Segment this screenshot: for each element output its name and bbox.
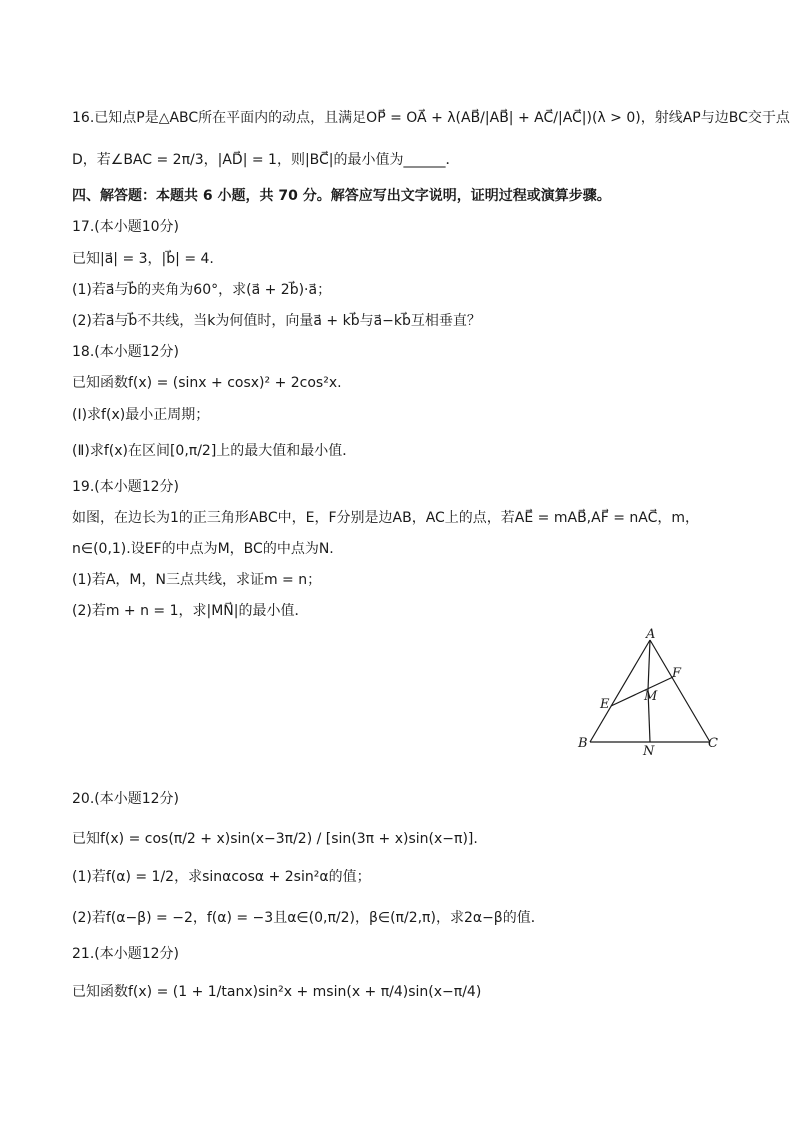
line-q16-a: 16.已知点P是△ABC所在平面内的动点，且满足OP⃗ = OA⃗ + λ(AB⃗/|AB⃗| + AC⃗/|AC⃗|)(λ > 0)，射线AP与边BC交于点: [72, 110, 790, 126]
label-m: M: [644, 689, 658, 704]
triangle-figure: [568, 622, 728, 760]
q21-heading: 21.(本小题12分): [72, 946, 180, 962]
q17-heading: 17.(本小题10分): [72, 219, 180, 235]
q18-part1: (Ⅰ)求f(x)最小正周期；: [72, 407, 210, 423]
line-q16-b: D，若∠BAC = 2π/3，|AD⃗| = 1，则|BC⃗|的最小值为______．: [72, 152, 460, 168]
edge-ac: [650, 640, 710, 742]
q19-heading: 19.(本小题12分): [72, 479, 180, 495]
q18-part2: (Ⅱ)求f(x)在区间[0,π/2]上的最大值和最小值．: [72, 443, 357, 459]
q20-given: 已知f(x) = cos(π/2 + x)sin(x−3π/2) / [sin(3π + x)sin(x−π)].: [72, 831, 478, 847]
q17-part2: (2)若a⃗与b⃗不共线，当k为何值时，向量a⃗ + kb⃗与a⃗−kb⃗互相垂直？: [72, 313, 481, 329]
q18-heading: 18.(本小题12分): [72, 344, 180, 360]
q20-heading: 20.(本小题12分): [72, 791, 180, 807]
edge-ab: [590, 640, 650, 742]
q20-part2: (2)若f(α−β) = −2，f(α) = −3且α∈(0,π/2)，β∈(π/2,π)，求2α−β的值．: [72, 910, 545, 926]
section-heading: 四、解答题：本题共 6 小题，共 70 分。解答应写出文字说明，证明过程或演算步骤。: [72, 188, 611, 204]
label-b: B: [578, 736, 588, 751]
segment-am: [648, 640, 650, 690]
label-e: E: [600, 697, 610, 712]
q19-given-a: 如图，在边长为1的正三角形ABC中，E，F分别是边AB，AC上的点，若AE⃗ = mAB⃗,AF⃗ = nAC⃗，m，: [72, 510, 700, 526]
label-n: N: [643, 744, 655, 759]
q20-part1: (1)若f(α) = 1/2，求sinαcosα + 2sin²α的值；: [72, 869, 371, 885]
q17-given: 已知|a⃗| = 3，|b⃗| = 4.: [72, 251, 214, 267]
label-c: C: [708, 736, 718, 751]
q18-given: 已知函数f(x) = (sinx + cosx)² + 2cos²x.: [72, 375, 342, 391]
q19-given-b: n∈(0,1).设EF的中点为M，BC的中点为N.: [72, 541, 334, 557]
q21-given: 已知函数f(x) = (1 + 1/tanx)sin²x + msin(x + π/4)sin(x−π/4): [72, 984, 482, 1000]
label-a: A: [646, 627, 656, 642]
q19-part1: (1)若A，M，N三点共线，求证m = n；: [72, 572, 322, 588]
q19-part2: (2)若m + n = 1，求|MN⃗|的最小值．: [72, 603, 309, 619]
label-f: F: [672, 666, 682, 681]
q17-part1: (1)若a⃗与b⃗的夹角为60°，求(a⃗ + 2b⃗)·a⃗；: [72, 282, 332, 298]
